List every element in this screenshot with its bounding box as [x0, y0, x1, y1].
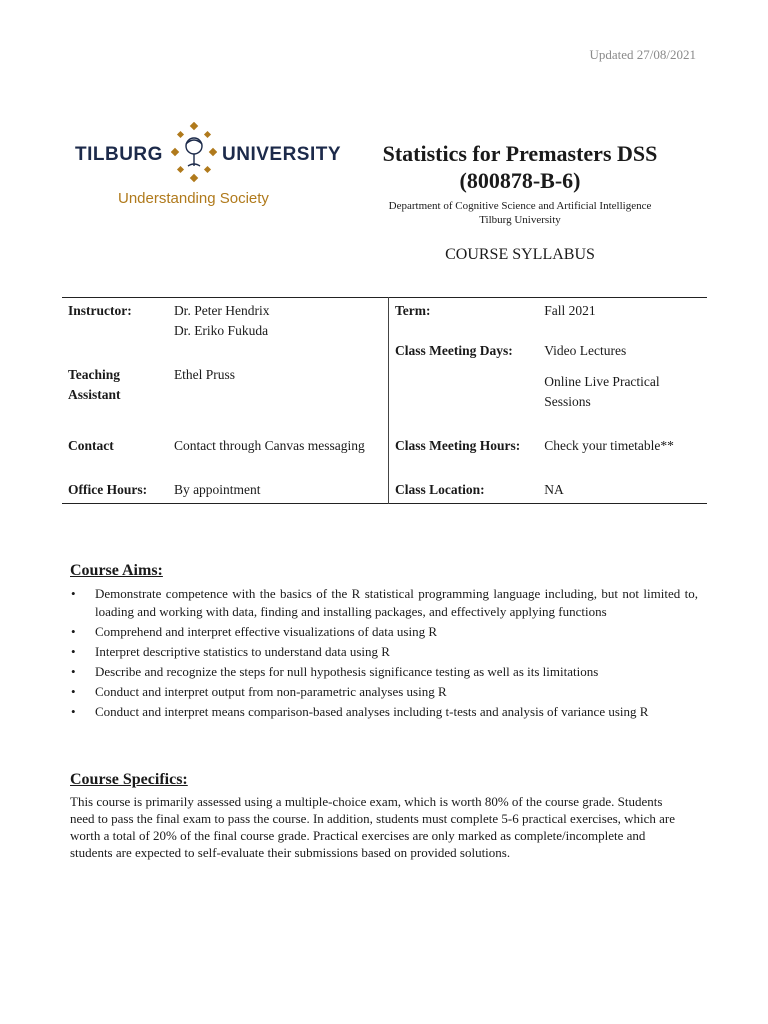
updated-date: Updated 27/08/2021: [589, 47, 696, 62]
instructor-value: [168, 298, 389, 362]
list-item: • Demonstrate competence with the basics of the R statistical programming language including, but not limited to, loading and working with data, finding and installing packages, and effectively applying functions: [70, 585, 698, 621]
meeting-days-value-2: Online Live Practical Sessions: [544, 374, 660, 409]
term-label: Term: Class Meeting Days:: [389, 298, 539, 362]
tilburg-emblem-icon: [171, 122, 217, 184]
list-item: • Conduct and interpret output from non-parametric analyses using R: [70, 683, 698, 701]
ta-value: Ethel Pruss: [168, 361, 389, 412]
meeting-hours-label: Class Meeting Hours:: [395, 438, 521, 453]
course-specifics-text: This course is primarily assessed using a multiple-choice exam, which is worth 80% of the course grade. Students need to pass the final exam to pass the course. In addition, students must complete 5-6 practical exercises, which are worth a total of 20% of the final course grade. Practical exercises are only marked as complete/incomplete and students are expected to self-evaluate their submissions based on provided solutions.: [70, 794, 676, 860]
location-label: Class Location:: [395, 482, 485, 497]
list-item: • Comprehend and interpret effective visualizations of data using R: [70, 623, 698, 641]
contact-value: Contact through Canvas messaging: [168, 412, 389, 456]
course-title: Statistics for Premasters DSS: [382, 141, 658, 166]
term-value: Fall 2021 Video Lectures: [538, 298, 707, 362]
syllabus-heading: COURSE SYLLABUS: [445, 246, 595, 263]
instructor-label: Instructor:: [68, 303, 132, 318]
department: Department of Cognitive Science and Artificial Intelligence: [388, 200, 652, 212]
course-code: (800878-B-6): [459, 168, 581, 193]
logo-word-left: TILBURG: [75, 144, 163, 165]
contact-label: Contact: [68, 438, 114, 453]
list-item: • Conduct and interpret means comparison-based analyses including t-tests and analysis of variance using R: [70, 703, 698, 721]
course-info-table: [62, 297, 707, 504]
course-aims-list: [70, 585, 698, 723]
meeting-days-label: Class Meeting Days:: [395, 343, 513, 358]
office-hours-label: Office Hours:: [68, 482, 148, 497]
instructor-name: Dr. Peter Hendrix: [173, 303, 270, 318]
list-item: • Interpret descriptive statistics to understand data using R: [70, 643, 698, 661]
table-row: [62, 361, 707, 412]
meeting-hours-value: Check your timetable**: [544, 438, 674, 453]
list-item: • Describe and recognize the steps for null hypothesis significance testing as well as its limitations: [70, 663, 698, 681]
meeting-days-value: Video Lectures: [544, 343, 627, 358]
course-aims-heading: Course Aims:: [70, 562, 163, 579]
office-hours-value: By appointment: [168, 456, 389, 504]
table-row: [62, 456, 707, 504]
location-value: NA: [544, 482, 564, 497]
table-row: [62, 298, 707, 362]
university-logo: [70, 118, 342, 218]
logo-tagline: Understanding Society: [118, 190, 269, 207]
table-row: [62, 412, 707, 456]
university-name: Tilburg University: [479, 214, 561, 226]
course-specifics-heading: Course Specifics:: [70, 771, 188, 788]
instructor-name: Dr. Eriko Fukuda: [173, 323, 269, 338]
logo-word-right: UNIVERSITY: [222, 144, 342, 165]
ta-label: Teaching Assistant: [68, 367, 121, 402]
course-title-block: [360, 140, 680, 228]
